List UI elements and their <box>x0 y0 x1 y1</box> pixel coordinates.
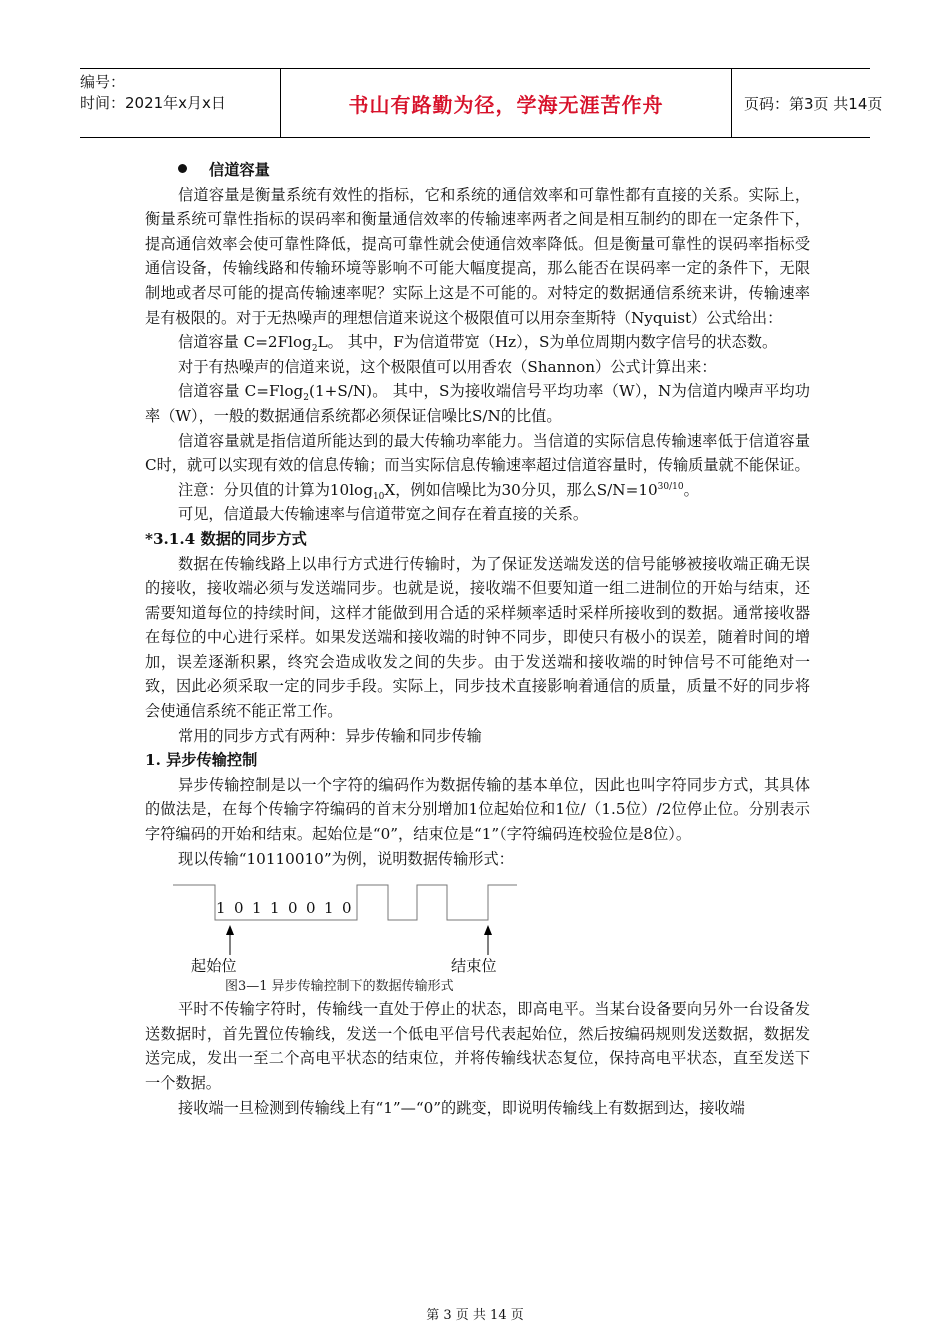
nyquist-formula-paragraph <box>145 330 810 355</box>
bit: 0 <box>342 899 352 918</box>
text-span: X，例如信噪比为30分贝，那么S/N=10 <box>384 480 658 499</box>
header-meta-cell <box>80 69 281 137</box>
section-heading-text: 信道容量 <box>209 161 270 179</box>
section-heading-sync: *3.1.4 数据的同步方式 <box>145 529 307 548</box>
header-motto-cell <box>281 69 732 137</box>
bit-sequence <box>216 899 360 917</box>
header-page-cell <box>732 69 883 137</box>
header-page-info: 页码：第3页 共14页 <box>744 94 883 113</box>
bullet-icon <box>178 164 187 173</box>
stop-arrow-head <box>484 925 492 935</box>
text-span: 信道容量 C=2Flog <box>178 333 312 352</box>
paragraph: 可见，信道最大传输速率与信道带宽之间存在着直接的关系。 <box>178 505 589 524</box>
paragraph: 平时不传输字符时，传输线一直处于停止的状态，即高电平。当某台设备要向另外一台设备发送数据时，首先置位传输线，发送一个低电平信号代表起始位，然后按编码规则发送数据，数据发送完成，发出一至二个高电平状态的结束位，并将传输线状态复位，保持高电平状态，直至发送下一个数据。 <box>145 1000 810 1092</box>
bit: 1 <box>216 899 226 918</box>
figure-caption: 图3—1 异步传输控制下的数据传输形式 <box>225 979 454 995</box>
subscript: 2 <box>311 344 318 355</box>
start-bit-label: 起始位 <box>191 957 237 976</box>
superscript: 30/10 <box>657 481 684 492</box>
text-span: 。 <box>683 480 699 499</box>
bit: 0 <box>234 899 244 918</box>
paragraph: 信道容量就是指信道所能达到的最大传输功率能力。当信道的实际信息传输速率低于信道容量C时，就可以实现有效的信息传输；而当实际信息传输速率超过信道容量时，传输质量就不能保证。 <box>145 431 810 475</box>
subscript: 10 <box>372 491 385 502</box>
page-header <box>80 68 883 138</box>
paragraph: 对于有热噪声的信道来说，这个极限值可以用香农（Shannon）公式计算出来： <box>178 357 717 376</box>
header-motto: 书山有路勤为径，学海无涯苦作舟 <box>348 92 664 117</box>
paragraph: 信道容量是衡量系统有效性的指标，它和系统的通信效率和可靠性都有直接的关系。实际上，衡量系统可靠性指标的误码率和衡量通信效率的传输速率两者之间是相互制约的即在一定条件下，提高通信效率会使可靠性降低，提高可靠性就会使通信效率降低。但是衡量可靠性的误码率指标受通信设备，传输线路和传输环境等影响不可能大幅度提高，那么能否在误码率一定的条件下，无限制地或者尽可能的提高传输速率呢？实际上这是不可能的。对特定的数据通信系统来讲，传输速率是有极限的。对于无热噪声的理想信道来说这个极限值可以用奈奎斯特（Nyquist）公式给出： <box>145 185 810 327</box>
sub-heading-async: 1. 异步传输控制 <box>145 751 258 770</box>
stop-bit-label: 结束位 <box>451 957 497 976</box>
start-arrow-head <box>226 925 234 935</box>
page-footer: 第 3 页 共 14 页 <box>426 1308 524 1323</box>
subscript: 2 <box>303 393 310 404</box>
bit: 0 <box>306 899 316 918</box>
paragraph: 异步传输控制是以一个字符的编码作为数据传输的基本单位，因此也叫字符同步方式，其具体的做法是，在每个传输字符编码的首末分别增加1位起始位和1位/（1.5位）/2位停止位。分别表示字符编码的开始和结束。起始位是“0”，结束位是“1”（字符编码连校验位是8位）。 <box>145 775 810 844</box>
paragraph: 现以传输“10110010”为例，说明数据传输形式： <box>178 849 514 868</box>
async-waveform-diagram <box>145 877 810 977</box>
section-heading-capacity <box>178 158 810 183</box>
text-span: 注意：分贝值的计算为10log <box>178 480 373 499</box>
document-body <box>145 158 810 1120</box>
text-span: 信道容量 C=Flog <box>178 382 304 401</box>
bit: 1 <box>270 899 280 918</box>
bit: 1 <box>324 899 334 918</box>
document-date-label: 时间：2021年x月x日 <box>80 94 226 112</box>
shannon-formula-paragraph <box>145 379 810 428</box>
document-number-label: 编号： <box>80 73 126 91</box>
paragraph: 常用的同步方式有两种：异步传输和同步传输 <box>178 726 482 745</box>
text-span: (1+S/N)。 其中，S为接收端信号平均功率（W），N为信道内噪声平均功率（W），一般的数据通信系统都必须保证信噪比S/N的比值。 <box>145 382 810 425</box>
paragraph: 接收端一旦检测到传输线上有“1”—“0”的跳变，即说明传输线上有数据到达，接收端 <box>178 1098 745 1117</box>
text-span: L。 其中，F为信道带宽（Hz），S为单位周期内数字信号的状态数。 <box>317 333 778 352</box>
bit: 1 <box>252 899 262 918</box>
bit: 0 <box>288 899 298 918</box>
paragraph: 数据在传输线路上以串行方式进行传输时，为了保证发送端发送的信号能够被接收端正确无误的接收，接收端必须与发送端同步。也就是说，接收端不但要知道一组二进制位的开始与结束，还需要知道每位的持续时间，这样才能做到用合适的采样频率适时采样所接收到的数据。通常接收器在每位的中心进行采样。如果发送端和接收端的时钟不同步，即使只有极小的误差，随着时间的增加，误差逐渐积累，终究会造成收发之间的失步。由于发送端和接收端的时钟信号不可能绝对一致，因此必须采取一定的同步手段。实际上，同步技术直接影响着通信的质量，质量不好的同步将会使通信系统不能正常工作。 <box>145 554 810 721</box>
note-paragraph <box>145 478 810 503</box>
